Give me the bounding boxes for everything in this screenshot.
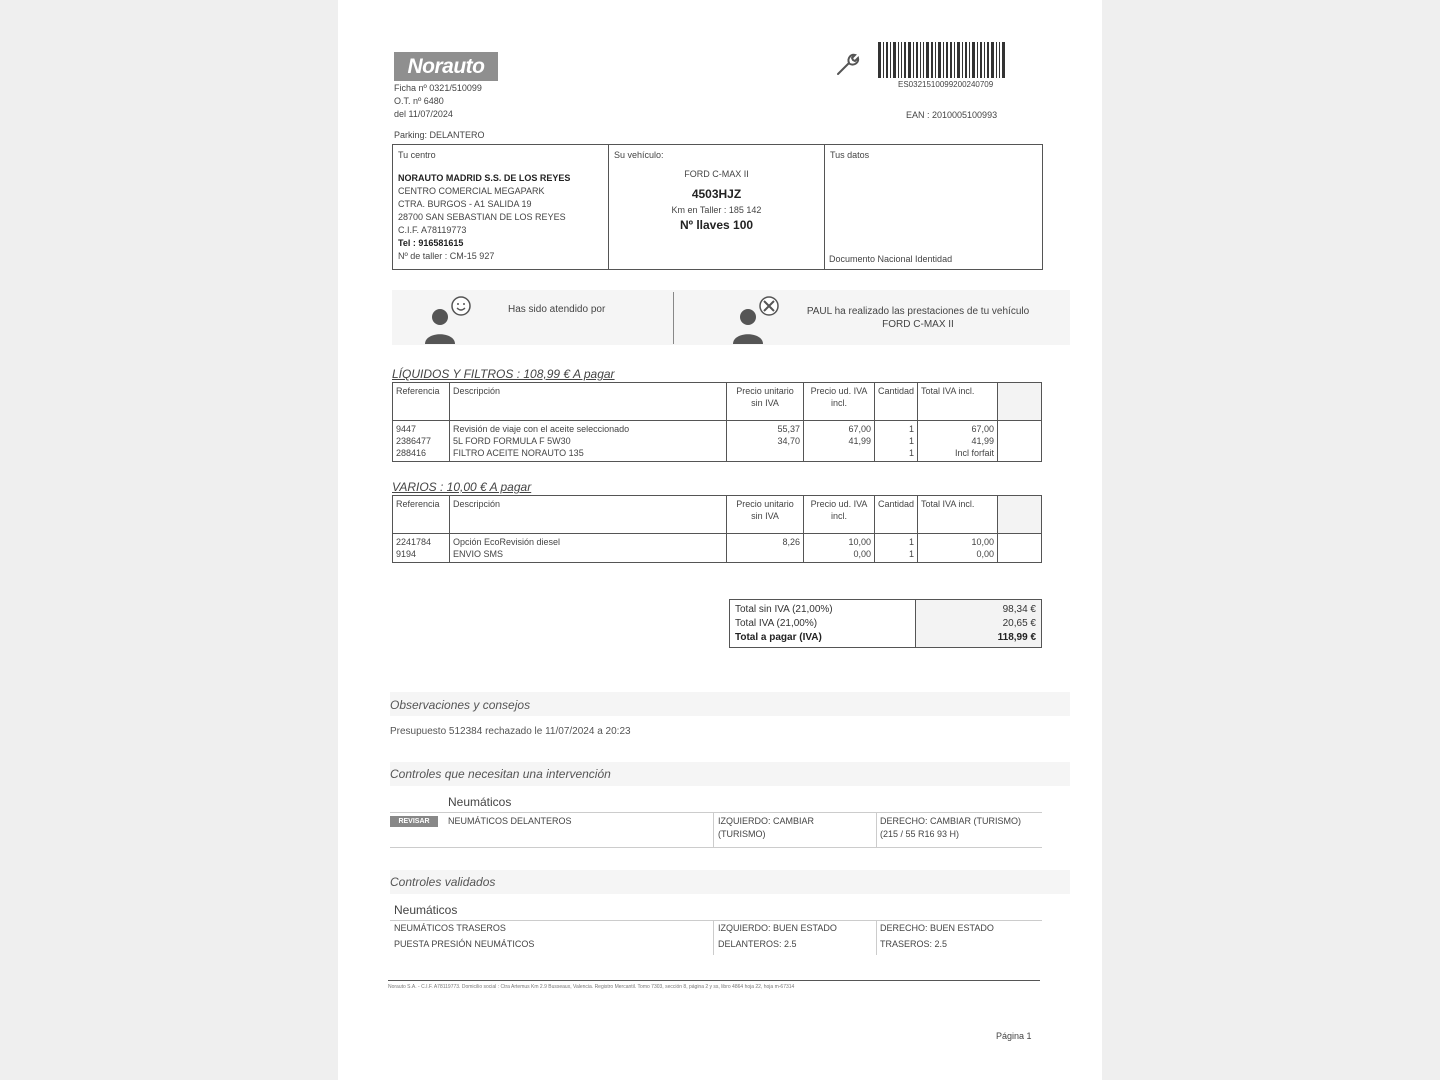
total-value: 20,65 € — [1002, 618, 1036, 629]
ean-code: EAN : 2010005100993 — [906, 110, 998, 120]
centro-title: Tu centro — [398, 150, 436, 160]
liquidos-title: LÍQUIDOS Y FILTROS : 108,99 € A pagar — [392, 367, 615, 381]
col-header: Total IVA incl. — [918, 496, 998, 534]
varios-title: VARIOS : 10,00 € A pagar — [392, 480, 532, 494]
centro-line: NORAUTO MADRID S.S. DE LOS REYES — [398, 173, 571, 183]
vehiculo-llaves: Nº llaves 100 — [679, 218, 754, 232]
validado-item: NEUMÁTICOS TRASEROS — [394, 923, 506, 933]
liquidos-table — [392, 382, 1042, 462]
wrench-icon — [832, 50, 862, 80]
intervencion-title: Controles que necesitan una intervención — [390, 767, 611, 781]
vehiculo-title: Su vehículo: — [614, 150, 664, 160]
centro-box — [393, 145, 609, 269]
document-date: del 11/07/2024 — [394, 109, 453, 119]
intervencion-subtitle: Neumáticos — [448, 795, 512, 809]
vehiculo-box — [609, 145, 825, 269]
ficha-number: Ficha nº 0321/510099 — [394, 83, 482, 93]
intervencion-izq: IZQUIERDO: CAMBIAR (TURISMO) — [718, 816, 815, 839]
validado-item: PUESTA PRESIÓN NEUMÁTICOS — [394, 939, 535, 949]
col-header: Cantidad — [875, 496, 918, 534]
col-header: Precio unitario sin IVA — [727, 496, 804, 534]
validado-der: DERECHO: BUEN ESTADO — [880, 923, 994, 933]
table-row: 2241784 9194 Opción EcoRevisión diesel ENVIO SMS 8,26 10,00 0,00 1 1 10,00 0,00 — [393, 534, 1042, 563]
barcode-image — [878, 42, 1040, 78]
barcode-number: ES0321510099200240709 — [898, 80, 994, 89]
col-header: Referencia — [393, 383, 450, 421]
observaciones-text: Presupuesto 512384 rechazado le 11/07/2024 a 20:23 — [390, 726, 631, 737]
col-header: Precio ud. IVA incl. — [804, 383, 875, 421]
vehiculo-model: FORD C-MAX II — [684, 169, 749, 179]
table-row: 9447 2386477 288416 Revisión de viaje con el aceite seleccionado 5L FORD FORMULA F 5W30 FILTRO ACEITE NORAUTO 135 55,37 34,70 67,00 41,99 1 1 1 67,00 41,99 Incl forfait — [393, 421, 1042, 462]
document-page — [338, 0, 1102, 1080]
dni-label: Documento Nacional Identidad — [829, 254, 953, 264]
col-header: Descripción — [450, 496, 727, 534]
total-value: 118,99 € — [997, 632, 1036, 643]
total-value: 98,34 € — [1002, 604, 1036, 615]
vehiculo-plate: 4503HJZ — [691, 187, 742, 201]
vehiculo-km: Km en Taller : 185 142 — [671, 205, 762, 215]
varios-table — [392, 495, 1042, 563]
info-boxes — [392, 144, 1043, 270]
totals-box — [729, 599, 1042, 648]
validado-izq: DELANTEROS: 2.5 — [718, 939, 797, 949]
ot-number: O.T. nº 6480 — [394, 96, 444, 106]
validados-title: Controles validados — [390, 875, 496, 889]
col-header: Precio ud. IVA incl. — [804, 496, 875, 534]
total-label: Total IVA (21,00%) — [735, 618, 818, 629]
person-tools-icon — [730, 295, 782, 345]
person-smile-icon — [422, 295, 474, 345]
observaciones-title: Observaciones y consejos — [390, 698, 531, 712]
col-header: Descripción — [450, 383, 727, 421]
col-header: Precio unitario sin IVA — [727, 383, 804, 421]
centro-taller: Nº de taller : CM-15 927 — [398, 251, 495, 261]
centro-line: C.I.F. A78119773 — [398, 225, 467, 235]
mecanico-text: PAUL ha realizado las prestaciones de tu vehículo FORD C-MAX II — [806, 306, 1030, 330]
atendido-text: Has sido atendido por — [508, 304, 606, 315]
footer-legal: Norauto S.A. - C.I.F. A78119773. Domicilio social : Ctra Artemus Km 2.9 Busseaux, Valencia. Registro Mercantil. Tomo 7303, sección 8, página 2 y ss, libro 4864 hoja 22, hoja m-67314 — [388, 984, 795, 990]
validado-der: TRASEROS: 2.5 — [880, 939, 948, 949]
page-number: Página 1 — [996, 1031, 1032, 1041]
total-label: Total sin IVA (21,00%) — [735, 604, 833, 615]
datos-title: Tus datos — [830, 150, 870, 160]
validado-izq: IZQUIERDO: BUEN ESTADO — [718, 923, 837, 933]
validados-subtitle: Neumáticos — [394, 903, 458, 917]
intervencion-item: NEUMÁTICOS DELANTEROS — [448, 816, 572, 826]
centro-line: CTRA. BURGOS - A1 SALIDA 19 — [398, 199, 532, 209]
total-label: Total a pagar (IVA) — [735, 632, 822, 643]
centro-line: CENTRO COMERCIAL MEGAPARK — [398, 186, 545, 196]
datos-box — [825, 145, 1042, 269]
col-header: Referencia — [393, 496, 450, 534]
col-header: Cantidad — [875, 383, 918, 421]
col-header: Total IVA incl. — [918, 383, 998, 421]
centro-tel: Tel : 916581615 — [398, 238, 464, 248]
revisar-badge: REVISAR — [390, 816, 438, 827]
parking-info: Parking: DELANTERO — [394, 130, 485, 140]
centro-line: 28700 SAN SEBASTIAN DE LOS REYES — [398, 212, 566, 222]
intervencion-der: DERECHO: CAMBIAR (TURISMO) (215 / 55 R16 93 H) — [880, 816, 1022, 839]
norauto-logo: Norauto — [394, 52, 498, 81]
